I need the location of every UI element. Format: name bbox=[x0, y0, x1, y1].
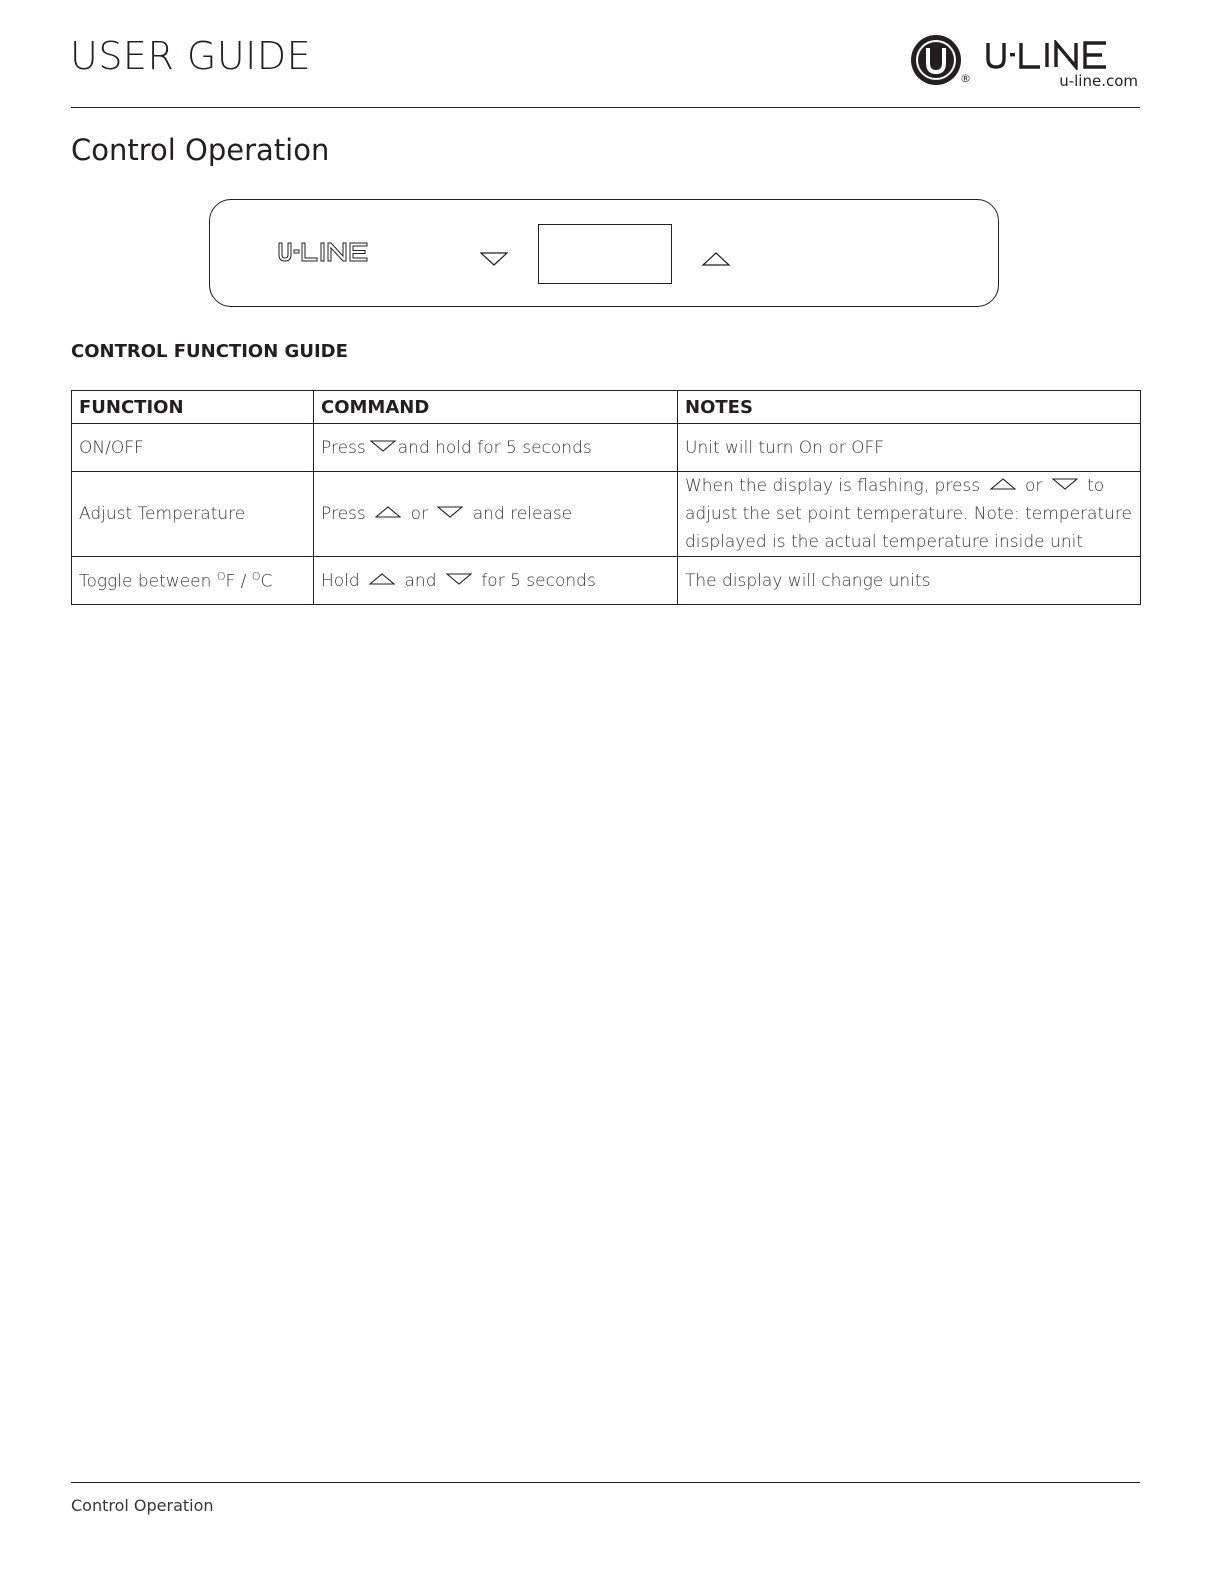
command-text: and hold for 5 seconds bbox=[397, 437, 592, 458]
notes-cell: Unit will turn On or OFF bbox=[678, 424, 1141, 472]
command-cell bbox=[314, 424, 678, 472]
triangle-up-icon bbox=[369, 573, 395, 585]
control-function-guide-heading: CONTROL FUNCTION GUIDE bbox=[71, 341, 348, 362]
table-row bbox=[72, 472, 1141, 557]
command-text: for 5 seconds bbox=[481, 570, 596, 591]
triangle-down-icon bbox=[446, 573, 472, 585]
function-text: F / bbox=[225, 571, 252, 592]
triangle-down-icon bbox=[1052, 478, 1078, 490]
triangle-up-icon[interactable] bbox=[702, 252, 730, 266]
notes-cell: The display will change units bbox=[678, 557, 1141, 605]
function-cell: ON/OFF bbox=[72, 424, 314, 472]
registered-mark: ® bbox=[960, 72, 971, 85]
command-text: Press bbox=[321, 437, 366, 458]
command-text: Press bbox=[321, 504, 366, 524]
notes-cell bbox=[678, 472, 1141, 557]
notes-text: or bbox=[1024, 476, 1043, 496]
control-function-table bbox=[71, 390, 1141, 605]
command-cell bbox=[314, 557, 678, 605]
table-header-row bbox=[72, 391, 1141, 424]
column-header-notes: NOTES bbox=[678, 391, 1141, 424]
header-divider bbox=[71, 107, 1140, 108]
u-line-logo-mark-icon bbox=[910, 34, 962, 86]
triangle-down-icon[interactable] bbox=[480, 252, 508, 266]
command-text: or bbox=[410, 504, 428, 524]
notes-text: to adjust the set point temperature. Note: temperature displayed is the actual temperature inside unit bbox=[685, 476, 1132, 552]
website-url: u-line.com bbox=[1059, 72, 1138, 90]
function-text: C bbox=[260, 571, 273, 592]
triangle-up-icon bbox=[375, 506, 401, 518]
triangle-down-icon bbox=[370, 440, 396, 452]
triangle-down-icon bbox=[437, 506, 463, 518]
function-text: Toggle between bbox=[79, 571, 217, 592]
panel-u-line-logo bbox=[277, 241, 381, 263]
u-line-wordmark bbox=[984, 40, 1136, 70]
footer-section-label: Control Operation bbox=[71, 1496, 214, 1515]
footer-divider bbox=[71, 1482, 1140, 1483]
notes-text: When the display is flashing, press bbox=[685, 476, 981, 496]
table-row bbox=[72, 557, 1141, 605]
triangle-up-icon bbox=[990, 478, 1016, 490]
control-panel-diagram bbox=[209, 199, 999, 307]
page-header-title: USER GUIDE bbox=[70, 34, 312, 78]
degree-symbol: O bbox=[251, 569, 261, 583]
degree-symbol: O bbox=[216, 569, 226, 583]
table-row bbox=[72, 424, 1141, 472]
temperature-display bbox=[538, 224, 672, 284]
command-cell bbox=[314, 472, 678, 557]
command-text: Hold bbox=[321, 570, 360, 591]
column-header-function: FUNCTION bbox=[72, 391, 314, 424]
brand-logo bbox=[910, 32, 1150, 94]
function-cell bbox=[72, 557, 314, 605]
command-text: and bbox=[404, 570, 437, 591]
section-title: Control Operation bbox=[71, 133, 330, 167]
function-cell: Adjust Temperature bbox=[72, 472, 314, 557]
command-text: and release bbox=[472, 504, 573, 524]
column-header-command: COMMAND bbox=[314, 391, 678, 424]
